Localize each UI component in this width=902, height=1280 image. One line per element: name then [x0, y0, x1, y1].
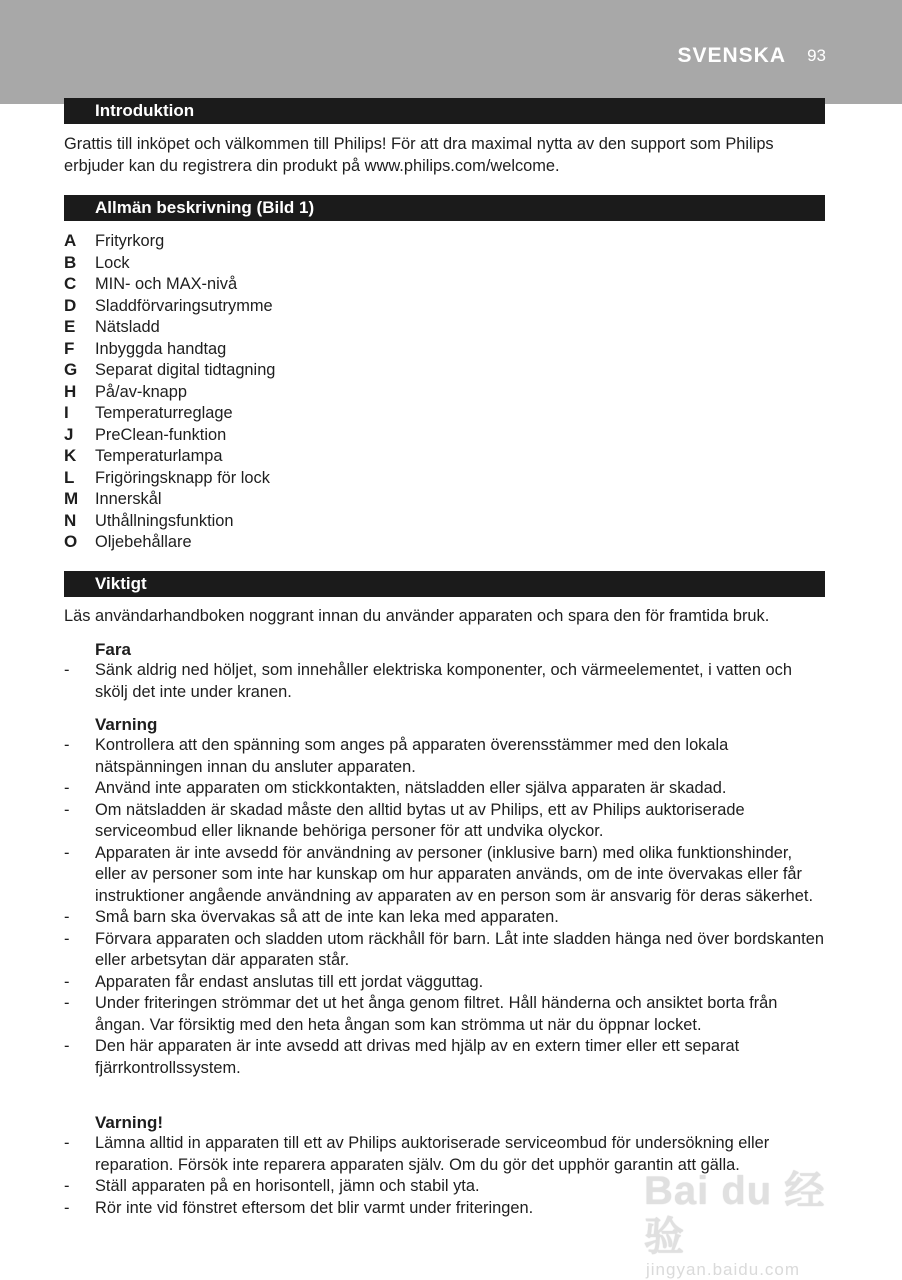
part-letter: A — [64, 231, 77, 250]
list-item: - Apparaten är inte avsedd för användning av personer (inklusive barn) med olika funktionshinder, eller av personer som inte har kunskap om hur apparaten används, om de inte övervakas eller får instruktioner angående användning av apparaten av en person som är ansvarig för deras säkerhet. — [64, 843, 813, 905]
caution-list — [64, 1133, 825, 1219]
bullet-text: Använd inte apparaten om stickkontakten, nätsladden eller själva apparaten är skadad. — [95, 779, 727, 797]
bullet-text: Förvara apparaten och sladden utom räckhåll för barn. Låt inte sladden hänga ned över bordskanten eller arbetsytan där apparaten står. — [95, 929, 824, 969]
part-letter: G — [64, 360, 78, 379]
part-label: Lock — [95, 253, 130, 272]
list-item — [64, 424, 564, 446]
list-item: - Små barn ska övervakas så att de inte kan leka med apparaten. — [64, 908, 559, 926]
part-label: Nätsladd — [95, 318, 160, 336]
list-item — [64, 252, 564, 274]
intro-text: Grattis till inköpet och välkommen till Philips! För att dra maximal nytta av den support som Philips erbjuder kan du registrera din produkt på www.philips.com/welcome. — [64, 135, 774, 175]
list-item — [64, 295, 564, 317]
part-label: Temperaturreglage — [95, 404, 233, 422]
part-letter: I — [64, 403, 69, 422]
bullet-text: Apparaten får endast anslutas till ett jordat vägguttag. — [95, 972, 484, 991]
bullet-text: Sänk aldrig ned höljet, som innehåller elektriska komponenter, och värmeelementet, i vatten och skölj det inte under kranen. — [95, 661, 792, 701]
list-item — [64, 510, 564, 532]
part-letter: N — [64, 510, 77, 530]
part-label: Uthållningsfunktion — [95, 511, 234, 530]
part-letter: J — [64, 424, 74, 444]
part-label: Frigöringsknapp för lock — [95, 468, 270, 487]
part-letter: D — [64, 295, 77, 315]
page-number: 93 — [807, 46, 826, 65]
list-item — [64, 402, 564, 424]
list-item: - Under friteringen strömmar det ut het ånga genom filtret. Håll händerna och ansiktet borta från ångan. Var försiktig med den heta ångan som kan strömma ut när du öppnar locket. — [64, 994, 778, 1034]
list-item — [64, 338, 564, 360]
list-item: - Den här apparaten är inte avsedd att drivas med hjälp av en extern timer eller ett separat fjärrkontrollssystem. — [64, 1037, 740, 1077]
part-label: PreClean-funktion — [95, 425, 227, 444]
list-item: - Ställ apparaten på en horisontell, jämn och stabil yta. — [64, 1177, 480, 1195]
list-item: - Använd inte apparaten om stickkontakten, nätsladden eller själva apparaten är skadad. — [64, 779, 727, 797]
part-label: Separat digital tidtagning — [95, 361, 276, 379]
caution-heading: Varning! — [95, 1113, 164, 1132]
bullet-text: Den här apparaten är inte avsedd att drivas med hjälp av en extern timer eller ett separat fjärrkontrollssystem. — [95, 1037, 740, 1077]
part-letter: L — [64, 467, 75, 487]
important-intro: Läs användarhandboken noggrant innan du använder apparaten och spara den för framtida bruk. — [64, 607, 770, 625]
bullet-text: Lämna alltid in apparaten till ett av Philips auktoriserade serviceombud för undersökning eller reparation. Försök inte reparera apparaten själv. Om du gör det upphör garantin att gälla. — [95, 1134, 770, 1174]
part-label: Innerskål — [95, 490, 162, 508]
list-item — [64, 316, 564, 338]
warning-list — [64, 735, 825, 1079]
danger-heading: Fara — [95, 640, 131, 659]
list-item — [64, 488, 564, 510]
part-letter: K — [64, 446, 77, 465]
list-item: - Apparaten får endast anslutas till ett jordat vägguttag. — [64, 972, 484, 991]
part-letter: E — [64, 317, 76, 336]
description-heading: Allmän beskrivning (Bild 1) — [64, 195, 825, 221]
part-label: På/av-knapp — [95, 382, 188, 401]
list-item — [64, 359, 564, 381]
part-letter: C — [64, 274, 77, 293]
part-label: Sladdförvaringsutrymme — [95, 296, 273, 315]
list-item: - Kontrollera att den spänning som anges på apparaten överensstämmer med den lokala nätspänningen innan du ansluter apparaten. — [64, 736, 729, 776]
bullet-text: Ställ apparaten på en horisontell, jämn och stabil yta. — [95, 1177, 480, 1195]
bullet-text: Kontrollera att den spänning som anges på apparaten överensstämmer med den lokala nätspänningen innan du ansluter apparaten. — [95, 736, 729, 776]
part-label: MIN- och MAX-nivå — [95, 275, 238, 293]
list-item — [64, 445, 564, 467]
list-item — [64, 467, 564, 489]
watermark-logo: Bai du 经验 — [644, 1169, 826, 1259]
list-item — [64, 273, 564, 295]
warning-heading: Varning — [95, 715, 158, 734]
watermark-url: jingyan.baidu.com — [646, 1260, 801, 1279]
part-letter: H — [64, 381, 77, 401]
part-letter: O — [64, 532, 78, 551]
page-header — [0, 0, 902, 104]
list-item: - Förvara apparaten och sladden utom räckhåll för barn. Låt inte sladden hänga ned över bordskanten eller arbetsytan där apparaten står. — [64, 929, 824, 969]
intro-heading: Introduktion — [64, 98, 825, 124]
part-letter: M — [64, 489, 79, 508]
important-heading: Viktigt — [64, 571, 825, 597]
parts-list — [64, 230, 564, 553]
part-label: Frityrkorg — [95, 232, 165, 250]
bullet-text: Små barn ska övervakas så att de inte kan leka med apparaten. — [95, 908, 559, 926]
list-item — [64, 230, 564, 252]
list-item: - Sänk aldrig ned höljet, som innehåller elektriska komponenter, och värmeelementet, i vatten och skölj det inte under kranen. — [64, 661, 792, 701]
bullet-text: Apparaten är inte avsedd för användning av personer (inklusive barn) med olika funktionshinder, eller av personer som inte har kunskap om hur apparaten används, om de inte övervakas eller får instruktioner angående användning av apparaten av en person som är ansvarig för deras säkerhet. — [95, 843, 813, 905]
bullet-text: Under friteringen strömmar det ut het ånga genom filtret. Håll händerna och ansiktet borta från ångan. Var försiktig med den heta ångan som kan strömma ut när du öppnar locket. — [95, 994, 778, 1034]
part-letter: F — [64, 338, 75, 358]
part-label: Temperaturlampa — [95, 447, 223, 465]
part-label: Inbyggda handtag — [95, 339, 227, 358]
part-label: Oljebehållare — [95, 533, 192, 551]
list-item: - Rör inte vid fönstret eftersom det blir varmt under friteringen. — [64, 1198, 534, 1217]
list-item — [64, 381, 564, 403]
danger-list — [64, 660, 825, 703]
list-item — [64, 531, 564, 553]
list-item: - Lämna alltid in apparaten till ett av Philips auktoriserade serviceombud för undersökning eller reparation. Försök inte reparera apparaten själv. Om du gör det upphör garantin att gälla. — [64, 1134, 770, 1174]
list-item: - Om nätsladden är skadad måste den alltid bytas ut av Philips, ett av Philips auktoriserade serviceombud eller liknande behöriga personer för att undvika olyckor. — [64, 800, 745, 840]
part-letter: B — [64, 252, 77, 272]
bullet-text: Om nätsladden är skadad måste den alltid bytas ut av Philips, ett av Philips auktoriserade serviceombud eller liknande behöriga personer för att undvika olyckor. — [95, 800, 745, 840]
language-label: SVENSKA — [677, 44, 786, 67]
bullet-text: Rör inte vid fönstret eftersom det blir varmt under friteringen. — [95, 1198, 534, 1217]
